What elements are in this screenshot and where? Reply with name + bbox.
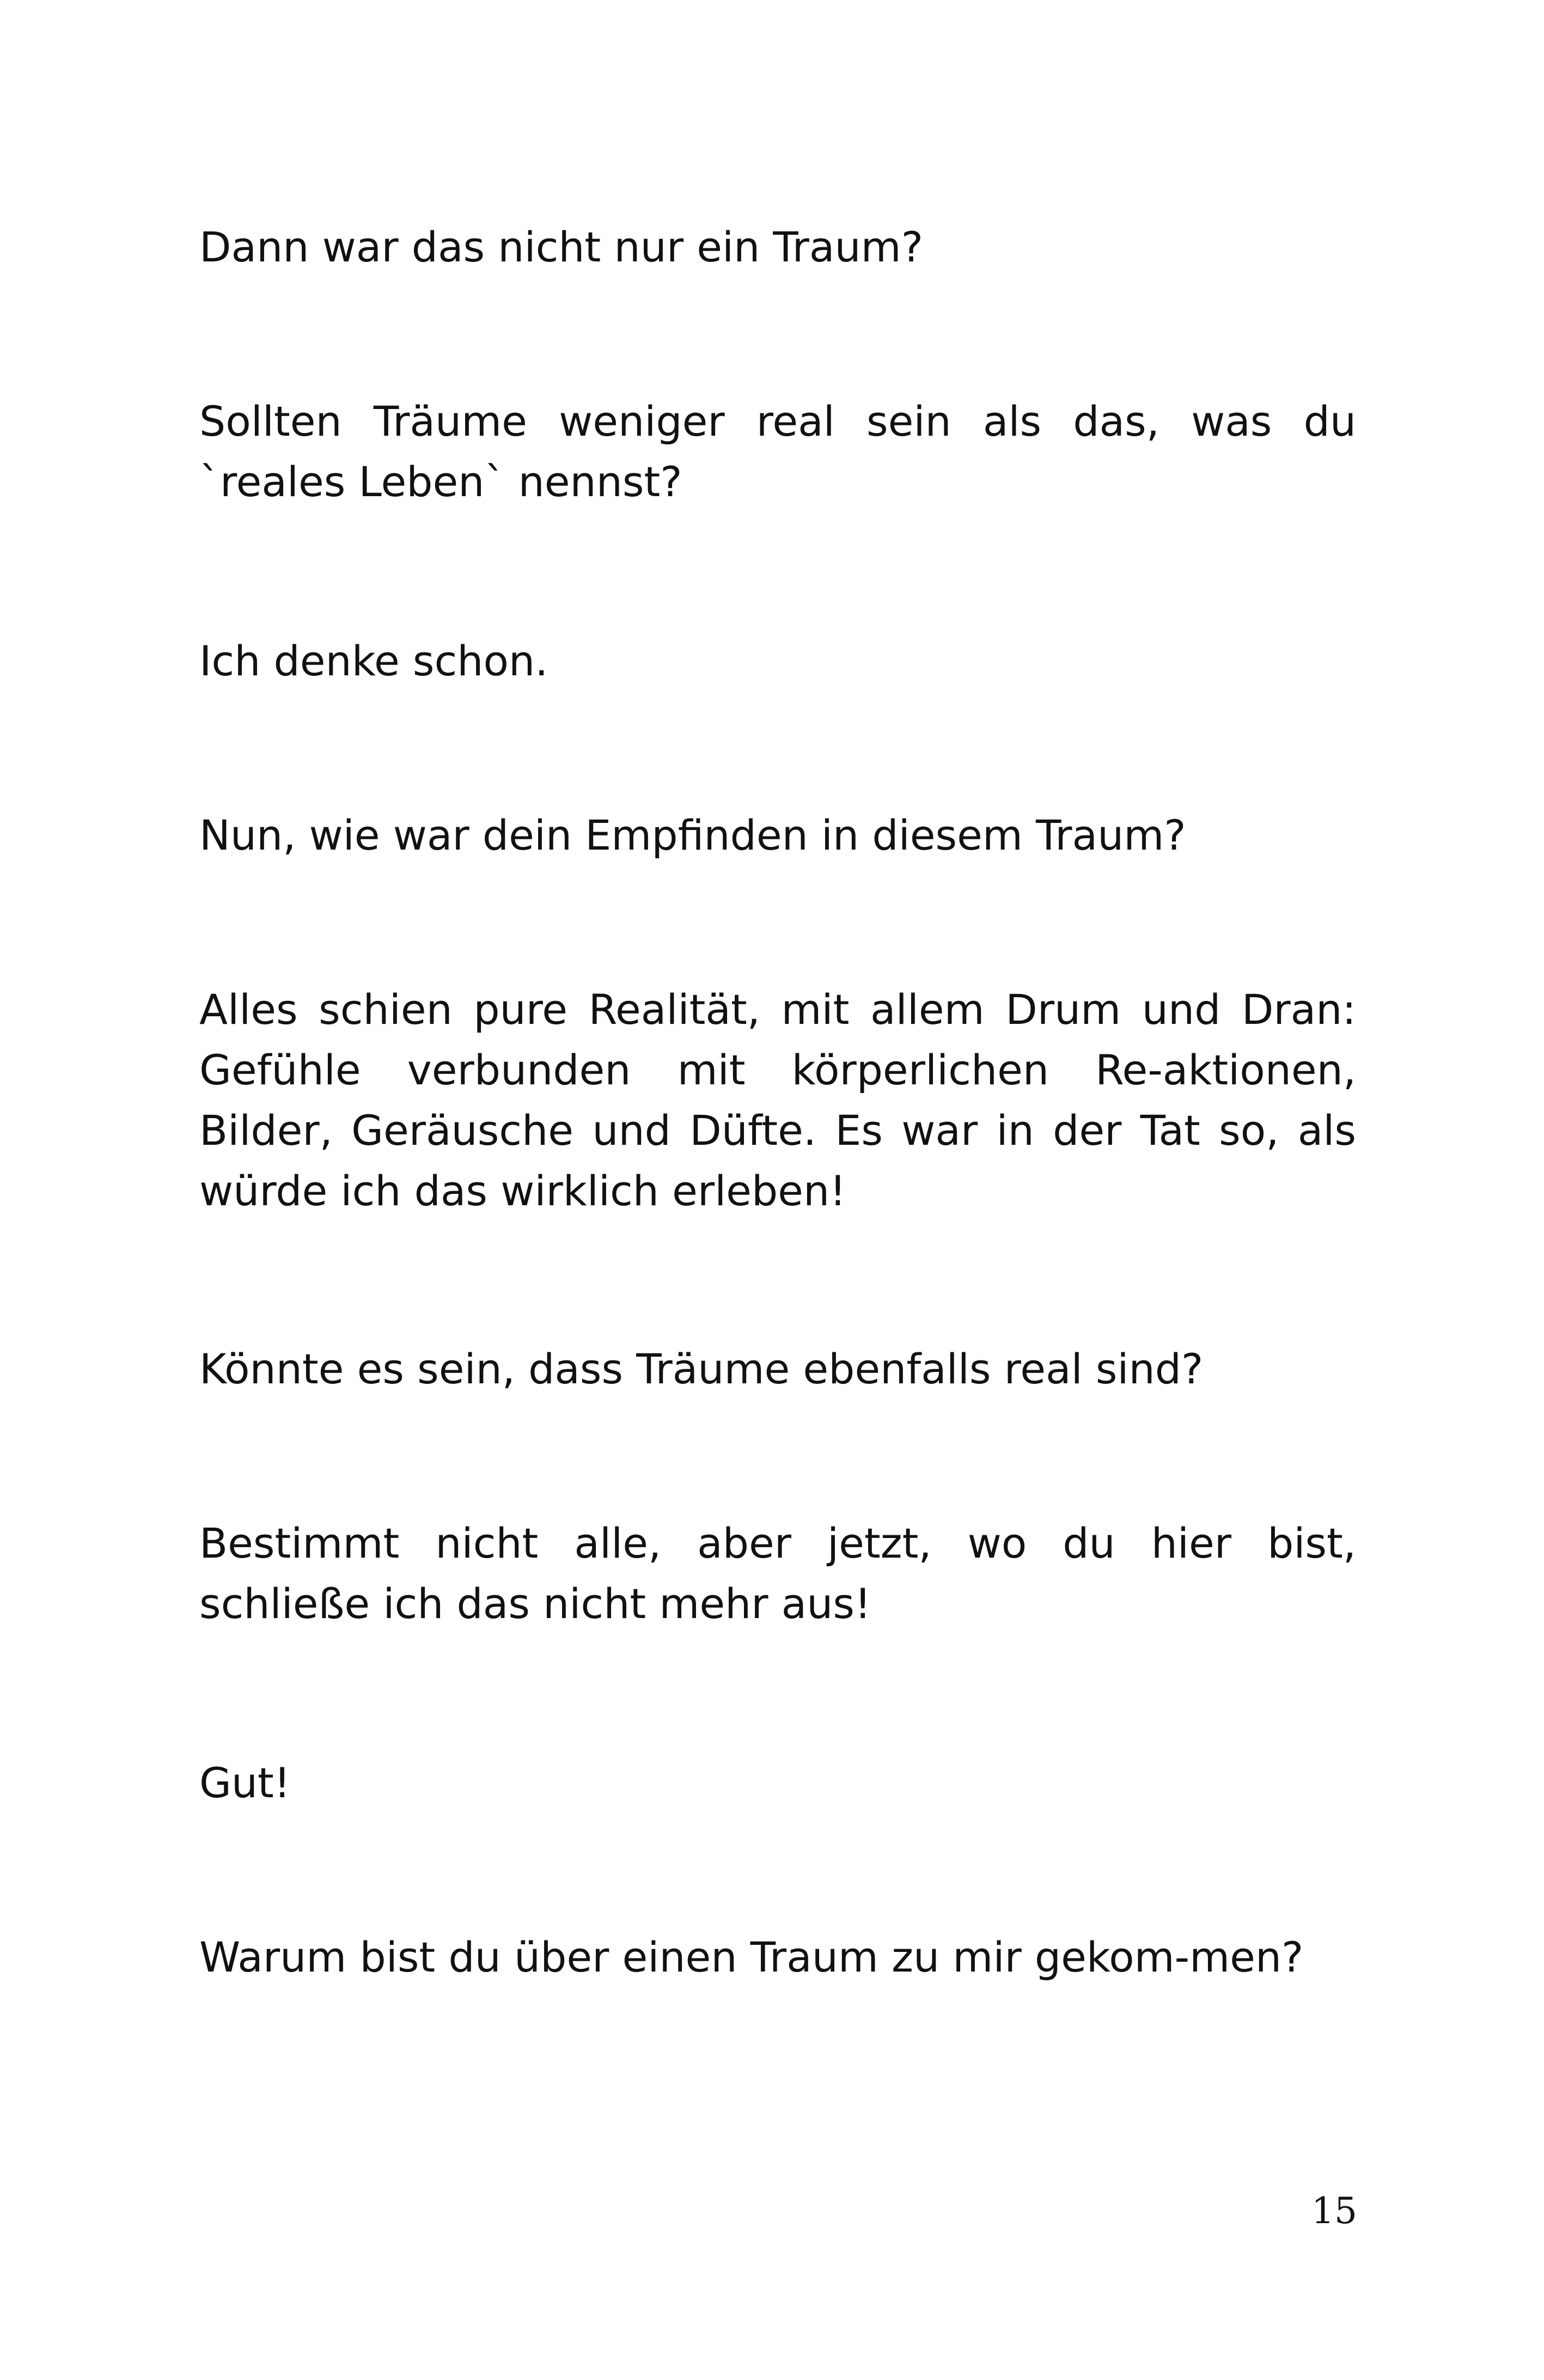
paragraph-6: Könnte es sein, dass Träume ebenfalls real sind? — [199, 1345, 1204, 1393]
paragraph-4: Nun, wie war dein Empfinden in diesem Traum? — [199, 811, 1186, 859]
paragraph-8: Gut! — [199, 1759, 291, 1807]
paragraph-7: Bestimmt nicht alle, aber jetzt, wo du hier bist, schließe ich das nicht mehr aus! — [199, 1519, 1356, 1628]
page-number: 15 — [1311, 2190, 1357, 2232]
paragraph-5: Alles schien pure Realität, mit allem Drum und Dran: Gefühle verbunden mit körperlichen Re-aktionen, Bilder, Geräusche und Düfte. Es war in der Tat so, als würde ich das wirklich erleben! — [199, 985, 1356, 1215]
paragraph-2: Sollten Träume weniger real sein als das, was du `reales Leben` nennst? — [199, 397, 1356, 506]
paragraph-1: Dann war das nicht nur ein Traum? — [199, 223, 924, 271]
paragraph-9: Warum bist du über einen Traum zu mir gekom-men? — [199, 1933, 1304, 1981]
paragraph-3: Ich denke schon. — [199, 637, 548, 685]
